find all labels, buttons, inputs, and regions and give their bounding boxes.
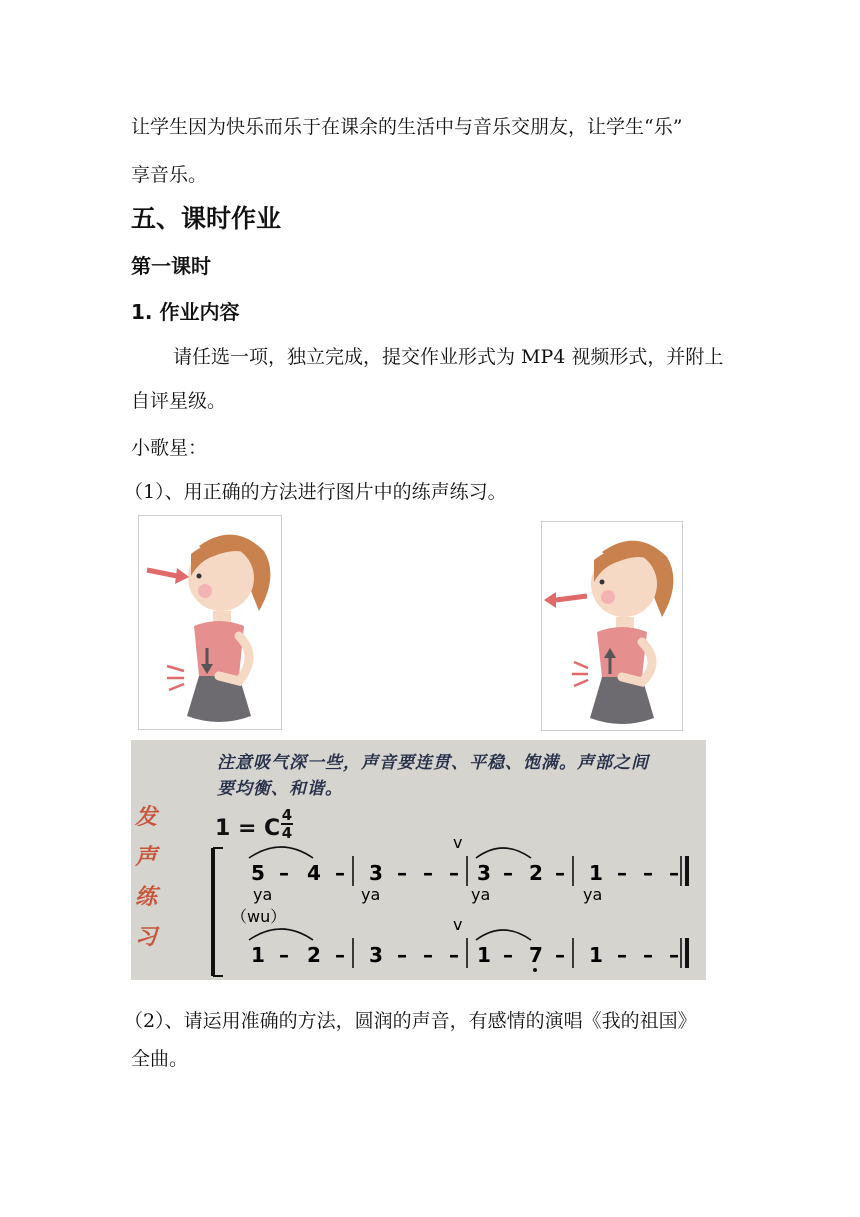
lower-note-11: – <box>503 943 513 967</box>
task-2-line-1: （2）、请运用准确的方法，圆润的声音，有感情的演唱《我的祖国》 <box>124 1010 697 1032</box>
lower-note-7: – <box>423 943 433 967</box>
upper-note-2: 4 <box>307 861 321 885</box>
side-char-4: 习 <box>135 924 158 950</box>
lower-note-10: 1 <box>477 943 491 967</box>
lower-note-5: 3 <box>369 943 383 967</box>
lyric-2: ya <box>361 885 381 904</box>
category-label: 小歌星： <box>131 437 208 459</box>
item-title: 1. 作业内容 <box>131 300 240 324</box>
time-top: 4 <box>281 806 293 824</box>
vocal-exercise-sheet <box>131 740 706 980</box>
breath-mark-lower: v <box>453 915 463 934</box>
upper-note-1: – <box>279 861 289 885</box>
lower-note-17: – <box>643 943 653 967</box>
upper-note-13: – <box>555 861 565 885</box>
lower-note-18: – <box>669 943 679 967</box>
breath-mark-upper: v <box>453 833 463 852</box>
upper-note-18: – <box>669 861 679 885</box>
lower-note-13: – <box>555 943 565 967</box>
upper-note-5: 3 <box>369 861 383 885</box>
upper-note-15: 1 <box>589 861 603 885</box>
upper-note-17: – <box>643 861 653 885</box>
key-signature: 1 = C <box>215 816 281 841</box>
upper-note-7: – <box>423 861 433 885</box>
upper-note-3: – <box>335 861 345 885</box>
lower-note-15: 1 <box>589 943 603 967</box>
upper-note-16: – <box>617 861 627 885</box>
upper-note-0: 5 <box>251 861 265 885</box>
task-line-1: 请任选一项，独立完成，提交作业形式为 MP4 视频形式，并附上 <box>173 346 724 368</box>
side-char-1: 发 <box>135 804 158 830</box>
lower-note-0: 1 <box>251 943 265 967</box>
task-1: （1）、用正确的方法进行图片中的练声练习。 <box>124 481 507 503</box>
upper-note-12: 2 <box>529 861 543 885</box>
lower-note-1: – <box>279 943 289 967</box>
section-title: 五、课时作业 <box>131 204 282 233</box>
task-2-line-2: 全曲。 <box>131 1048 189 1070</box>
lower-note-12: 7 <box>529 943 543 967</box>
lower-note-6: – <box>397 943 407 967</box>
intro-line-1: 让学生因为快乐而乐于在课余的生活中与音乐交朋友，让学生“乐” <box>131 116 683 138</box>
lower-note-3: – <box>335 943 345 967</box>
lower-note-16: – <box>617 943 627 967</box>
side-char-2: 声 <box>135 844 158 870</box>
side-char-3: 练 <box>135 884 158 910</box>
lyric-alt: （wu） <box>231 907 287 926</box>
upper-note-10: 3 <box>477 861 491 885</box>
lower-note-2: 2 <box>307 943 321 967</box>
inhale-figure <box>138 515 282 730</box>
intro-line-2: 享音乐。 <box>131 164 208 186</box>
time-bottom: 4 <box>281 824 293 842</box>
sheet-note-line-2: 要均衡、和谐。 <box>217 779 343 799</box>
lower-note-8: – <box>449 943 459 967</box>
task-line-2: 自评星级。 <box>131 390 227 412</box>
upper-note-8: – <box>449 861 459 885</box>
lyric-3: ya <box>471 885 491 904</box>
girl-exhale-icon <box>542 522 682 730</box>
score-svg <box>131 740 706 980</box>
lesson-title: 第一课时 <box>131 254 211 278</box>
low-octave-dot <box>533 968 537 972</box>
top <box>194 621 244 676</box>
lyric-1: ya <box>253 885 273 904</box>
upper-note-11: – <box>503 861 513 885</box>
lyric-4: ya <box>583 885 603 904</box>
sheet-note-line-1: 注意吸气深一些，声音要连贯、平稳、饱满。声部之间 <box>217 753 649 773</box>
exhale-figure <box>541 521 683 731</box>
girl-inhale-icon <box>139 516 281 729</box>
upper-note-6: – <box>397 861 407 885</box>
